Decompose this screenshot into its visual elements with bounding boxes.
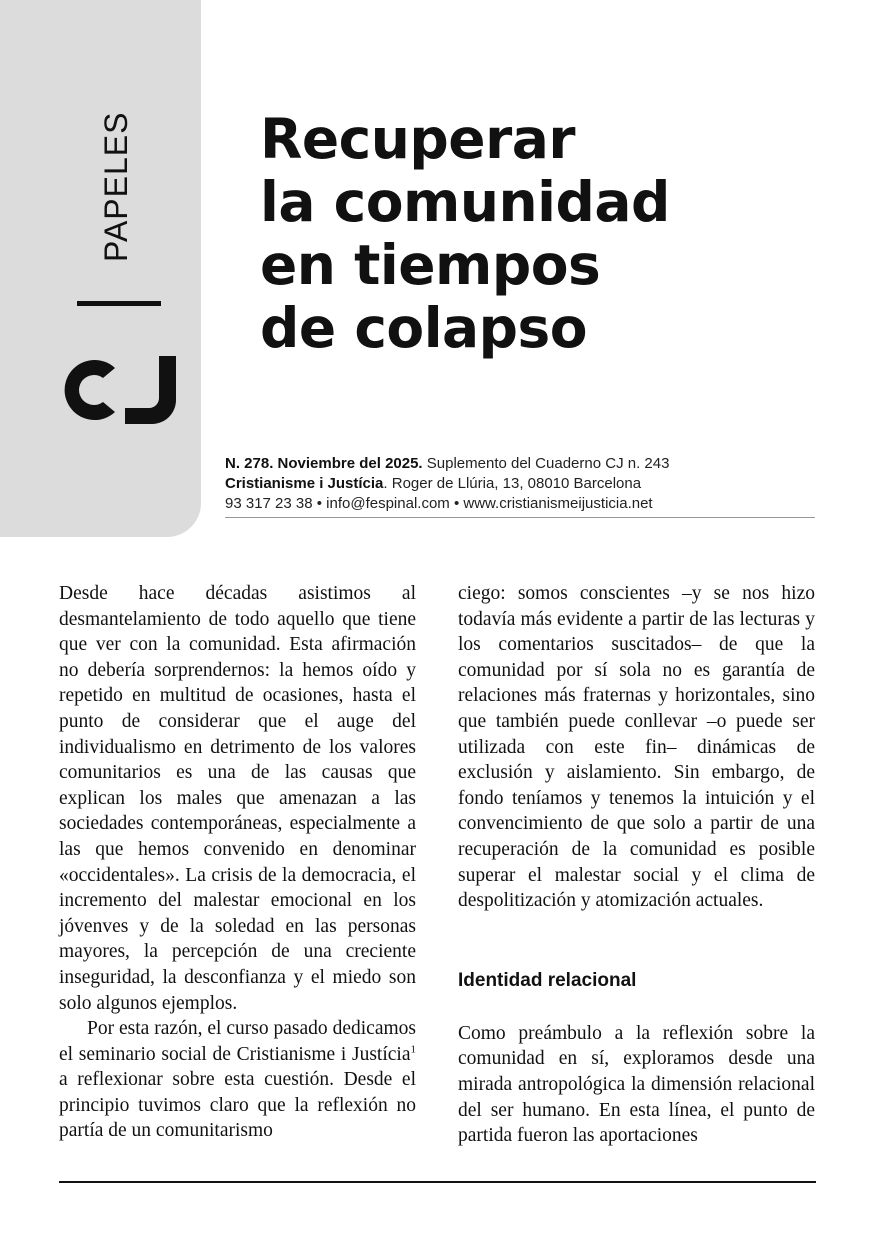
- sidebar-panel: [0, 0, 201, 537]
- section-heading: Identidad relacional: [458, 969, 637, 991]
- document-title: [260, 108, 820, 360]
- footer-divider: [59, 1181, 816, 1183]
- title-line: Recuperar: [260, 107, 575, 171]
- series-label: PAPELES: [98, 111, 134, 262]
- paragraph-text: Por esta razón, el curso pasado dedicamos el seminario social de Cristianisme i Justícia: [59, 1018, 416, 1065]
- title-line: la comunidad: [260, 170, 670, 234]
- paragraph: Como preámbulo a la reflexión sobre la comunidad en sí, exploramos desde una mirada antropológica la dimensión relacional del ser humano. En esta línea, el punto de partida fueron las aportaciones: [458, 1022, 815, 1147]
- contact-line: 93 317 23 38 • info@fespinal.com • www.cristianismeijusticia.net: [225, 495, 653, 512]
- cj-logo: [59, 350, 179, 430]
- header-divider: [225, 517, 815, 518]
- issue-line: [225, 454, 815, 474]
- org-address: . Roger de Llúria, 13, 08010 Barcelona: [383, 475, 642, 492]
- org-line: [225, 474, 815, 494]
- paragraph: Desde hace décadas asistimos al desmantelamiento de todo aquello que tiene que ver con la comunidad. Esta afirmación no debería sorprendernos: la hemos oído y repetido en multitud de ocasiones, hasta el punto de considerar que el auge del individualismo en detrimento de los valores comunitarios es una de las causas que explican los males que amenazan a las sociedades contemporáneas, especialmente a las que hemos convenido en denominar «occidentales». La crisis de la democracia, el incremento del malestar emocional en los jóvenves y de la soledad en las personas mayores, la percepción de una creciente inseguridad, la desconfianza y el miedo son solo algunos ejemplos.: [59, 583, 416, 1014]
- body-column-right: [458, 581, 815, 1149]
- series-divider: [77, 301, 161, 306]
- footnote-ref[interactable]: 1: [410, 1043, 416, 1056]
- paragraph: ciego: somos conscientes –y se nos hizo todavía más evidente a partir de las lecturas y los comentarios suscitados– de que la comunidad por sí sola no es garantía de relaciones más fraternas y horizontales, sino que también puede conllevar –o puede ser utilizada con este fin– dinámicas de exclusión y aislamiento. Sin embargo, de fondo teníamos y tenemos la intuición y el convencimiento de que solo a partir de una recuperación de la comunidad es posible superar el malestar social y el clima de despolitización y atomización actuales.: [458, 583, 815, 912]
- title-line: de colapso: [260, 296, 588, 360]
- supplement-text: Suplemento del Cuaderno CJ n. 243: [422, 455, 670, 472]
- paragraph-text: a reflexionar sobre esta cuestión. Desde el principio tuvimos claro que la reflexión no partía de un comunitarismo: [59, 1069, 416, 1142]
- issue-number: N. 278. Noviembre del 2025.: [225, 455, 423, 472]
- publication-info: [225, 454, 815, 514]
- body-column-left: [59, 581, 416, 1144]
- title-line: en tiempos: [260, 233, 601, 297]
- paragraph: [59, 1016, 416, 1144]
- org-name: Cristianisme i Justícia: [225, 475, 384, 492]
